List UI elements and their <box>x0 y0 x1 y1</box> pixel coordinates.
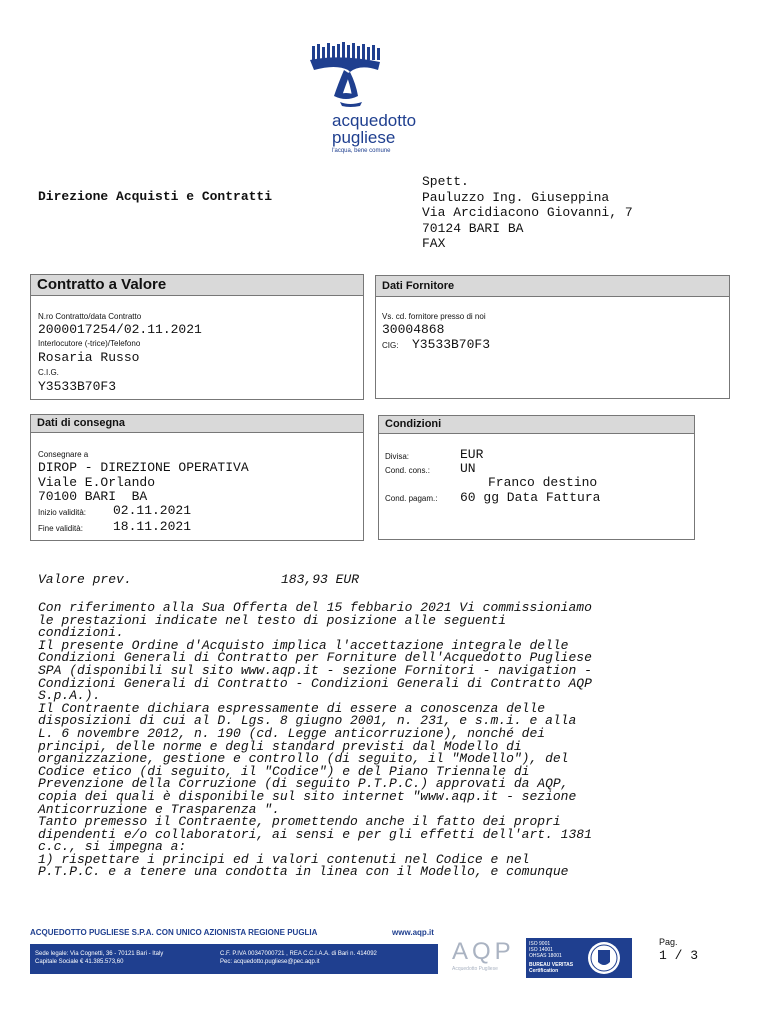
cig-label: C.I.G. <box>38 368 59 377</box>
estimated-value-label: Valore prev. <box>38 572 132 587</box>
consegna-box <box>30 414 364 541</box>
delivery-line: 70100 BARI BA <box>38 489 148 504</box>
recipient-line: Spett. <box>422 174 469 189</box>
recipient-line: FAX <box>422 236 446 251</box>
deliver-to-label: Consegnare a <box>38 450 89 459</box>
body-line: Con riferimento alla Sua Offerta del 15 febbario 2021 Vi commissioniamo <box>38 600 592 615</box>
fornitore-title: Dati Fornitore <box>376 276 729 297</box>
body-line: L. 6 novembre 2012, n. 190 (cd. Legge anticorruzione), nonché dei <box>38 725 546 741</box>
supplier-cig-value: Y3533B70F3 <box>412 337 491 352</box>
bureau-veritas-seal-icon <box>586 940 622 976</box>
fornitore-box <box>375 275 730 399</box>
delivery-line: Viale E.Orlando <box>38 475 156 490</box>
cert-brand: BUREAU VERITAS Certification <box>529 962 574 974</box>
estimated-value: 183,93 EUR <box>281 572 360 587</box>
start-validity-value: 02.11.2021 <box>113 503 192 518</box>
payment-cond-label: Cond. pagam.: <box>385 494 438 503</box>
body-line: Prevenzione della Corruzione (di seguito P.T.P.C.) approvati da AQP, <box>38 776 569 792</box>
body-line: copia dei quali è disponibile sul sito internet "www.aqp.it - sezione <box>38 788 577 804</box>
body-line: organizzazione, gestione e controllo (di seguito, il "Modello"), del <box>38 751 569 767</box>
body-line: Codice etico (di seguito, il "Codice") e del Piano Triennale di <box>38 763 530 779</box>
body-line: SPA (disponibili sul sito www.aqp.it - sezione Fornitori - navigation - <box>38 662 592 678</box>
supplier-code-label: Vs. cd. fornitore presso di noi <box>382 312 486 321</box>
aqp-footer-logo <box>448 936 518 976</box>
footer-band <box>30 944 438 974</box>
footer-sede-line2: Capitale Sociale € 41.385.573,60 <box>35 959 124 965</box>
cert-line: ISO 9001 <box>529 941 551 947</box>
footer-sede-line1: Sede legale: Via Cognetti, 36 - 70121 Bari - Italy <box>35 951 164 957</box>
footer-fiscal-line1: C.F. P.IVA 00347000721 , REA C.C.I.A.A. di Bari n. 414092 <box>220 951 377 957</box>
contract-number-value: 2000017254/02.11.2021 <box>38 322 202 337</box>
body-text <box>38 602 738 879</box>
currency-value: EUR <box>460 447 484 462</box>
contract-number-label: N.ro Contratto/data Contratto <box>38 312 142 321</box>
body-line: dipendenti e/o collaboratori, ai sensi e per gli effetti dell'art. 1381 <box>38 826 592 842</box>
body-line: le prestazioni indicate nel testo di posizione alle seguenti <box>38 612 507 628</box>
logo-name-line1: acquedotto <box>332 111 417 130</box>
supplier-code-value: 30004868 <box>382 322 445 337</box>
logo-name-line2: pugliese <box>332 128 396 147</box>
cert-line: OHSAS 18001 <box>529 953 562 959</box>
recipient-line: 70124 BARI BA <box>422 220 524 236</box>
logo-tagline: l'acqua, bene comune <box>332 148 391 154</box>
payment-cond-value: 60 gg Data Fattura <box>460 490 601 505</box>
body-line: c.c., si impegna a: <box>38 839 187 855</box>
condizioni-title: Condizioni <box>379 416 694 434</box>
aqp-logo-sub: Acquedotto Pugliese <box>452 966 498 972</box>
start-validity-label: Inizio validità: <box>38 508 87 517</box>
certification-badge <box>526 938 632 978</box>
delivery-cond-label: Cond. cons.: <box>385 466 430 475</box>
interlocutor-value: Rosaria Russo <box>38 350 140 365</box>
body-line: P.T.P.C. e a tenere una condotta in linea con il Modello, e comunque <box>38 864 569 880</box>
delivery-line: DIROP - DIREZIONE OPERATIVA <box>38 460 249 475</box>
body-line: Tanto premesso il Contraente, promettendo anche il fatto dei propri <box>38 814 561 830</box>
recipient-line: Via Arcidiacono Giovanni, 7 <box>422 205 633 220</box>
end-validity-value: 18.11.2021 <box>113 519 192 534</box>
body-line: Il presente Ordine d'Acquisto implica l'accettazione integrale delle <box>38 637 569 653</box>
recipient-address <box>422 174 633 252</box>
aqp-logo-text: AQP <box>452 938 515 965</box>
contratto-box <box>30 274 364 400</box>
body-line: S.p.A.). <box>38 688 101 704</box>
footer-fiscal-line2: Pec: acquedotto.pugliese@pec.aqp.it <box>220 959 320 965</box>
body-line: Il Contraente dichiara espressamente di essere a conoscenza delle <box>38 700 546 716</box>
delivery-cond-value2: Franco destino <box>488 475 598 490</box>
acquedotto-logo <box>300 40 470 160</box>
currency-label: Divisa: <box>385 452 410 461</box>
body-line: 1) rispettare i principi ed i valori contenuti nel Codice e nel <box>38 851 530 867</box>
delivery-cond-value: UN <box>460 461 476 476</box>
end-validity-label: Fine validità: <box>38 524 83 533</box>
footer-website[interactable]: www.aqp.it <box>392 928 434 937</box>
body-line: Anticorruzione e Trasparenza ". <box>38 801 280 817</box>
page-label: Pag. <box>659 937 678 947</box>
supplier-cig-label: CIG: <box>382 341 399 350</box>
footer-company: ACQUEDOTTO PUGLIESE S.P.A. CON UNICO AZIONISTA REGIONE PUGLIA <box>30 928 318 937</box>
body-line: Condizioni Generali di Contratto - Condizioni Generali di Contratto AQP <box>38 675 592 691</box>
recipient-line: Pauluzzo Ing. Giuseppina <box>422 189 610 205</box>
department-title: Direzione Acquisti e Contratti <box>38 189 273 204</box>
cert-list <box>529 941 562 959</box>
condizioni-box <box>378 415 695 540</box>
body-line: principi, delle norme e degli standard previsti dal Modello di <box>38 738 522 754</box>
interlocutor-label: Interlocutore (-trice)/Telefono <box>38 339 141 348</box>
body-line: Condizioni Generali di Contratto per Forniture dell'Acquedotto Pugliese <box>38 650 592 666</box>
body-line: disposizioni di cui al D. Lgs. 8 giugno 2001, n. 231, e s.m.i. e alla <box>38 713 577 729</box>
contratto-title: Contratto a Valore <box>31 275 363 296</box>
tree-logo-icon <box>300 40 470 112</box>
body-line: condizioni. <box>38 625 124 641</box>
cig-value: Y3533B70F3 <box>38 379 117 394</box>
consegna-title: Dati di consegna <box>31 415 363 433</box>
cert-line: ISO 14001 <box>529 947 553 953</box>
page-number: 1 / 3 <box>659 948 699 963</box>
